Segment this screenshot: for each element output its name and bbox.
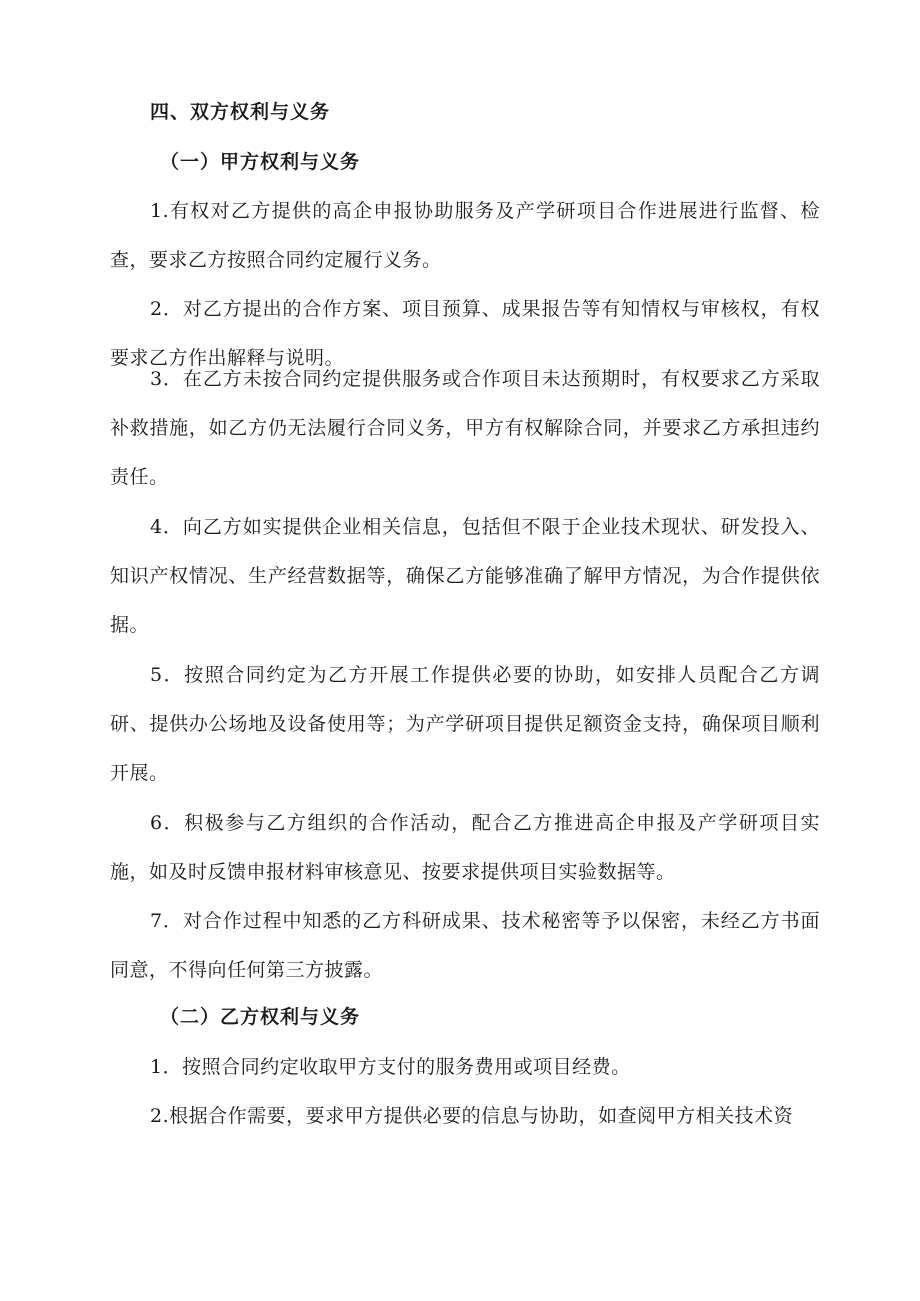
party-a-title: （一）甲方权利与义务 — [160, 151, 361, 173]
party-b-item-1: 1．按照合同约定收取甲方支付的服务费用或项目经费。 — [150, 1056, 631, 1078]
section-title: 四、双方权利与义务 — [150, 101, 331, 123]
party-a-item-1: 1.有权对乙方提供的高企申报协助服务及产学研项目合作进展进行监督、检查，要求乙方按照合同约定履行义务。 — [110, 200, 820, 271]
party-b-item-2: 2.根据合作需要，要求甲方提供必要的信息与协助，如查阅甲方相关技术资 — [150, 1105, 794, 1127]
party-a-item-7: 7．对合作过程中知悉的乙方科研成果、技术秘密等予以保密，未经乙方书面同意，不得向任何第三方披露。 — [110, 910, 820, 981]
party-b-title: （二）乙方权利与义务 — [160, 1006, 361, 1028]
party-a-item-2: 2．对乙方提出的合作方案、项目预算、成果报告等有知情权与审核权，有权要求乙方作出解释与说明。 — [110, 298, 820, 369]
party-a-item-6: 6．积极参与乙方组织的合作活动，配合乙方推进高企申报及产学研项目实施，如及时反馈申报材料审核意见、按要求提供项目实验数据等。 — [110, 812, 820, 883]
party-a-item-3: 3．在乙方未按合同约定提供服务或合作项目未达预期时，有权要求乙方采取补救措施，如乙方仍无法履行合同义务，甲方有权解除合同，并要求乙方承担违约责任。 — [110, 368, 820, 488]
party-a-item-4: 4．向乙方如实提供企业相关信息，包括但不限于企业技术现状、研发投入、知识产权情况、生产经营数据等，确保乙方能够准确了解甲方情况，为合作提供依据。 — [110, 516, 820, 636]
party-a-item-5: 5．按照合同约定为乙方开展工作提供必要的协助，如安排人员配合乙方调研、提供办公场地及设备使用等；为产学研项目提供足额资金支持，确保项目顺利开展。 — [110, 664, 820, 784]
